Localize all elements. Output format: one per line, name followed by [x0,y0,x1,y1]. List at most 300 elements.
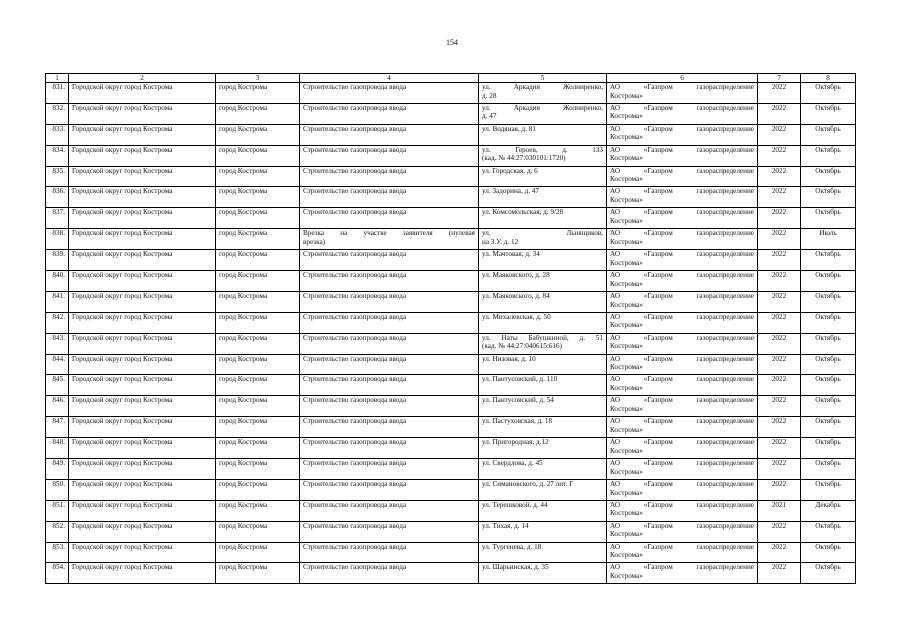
year-cell: 2022 [758,229,801,250]
work-type-cell-line: Строительство газопровода ввода [303,103,407,112]
address-cell-line: ул. Аркадия Жолниренко, [482,103,603,112]
year-cell: 2022 [758,166,801,187]
address-cell [479,124,607,145]
row-number: 837. [46,208,69,229]
settlement-cell: город Кострома [216,375,300,396]
settlement-cell: город Кострома [216,103,300,124]
address-cell [479,563,607,584]
settlement-cell: город Кострома [216,563,300,584]
organization-cell [607,417,758,438]
organization-cell [607,103,758,124]
organization-cell [607,375,758,396]
year-cell: 2022 [758,145,801,166]
column-header: 1 [46,74,69,83]
table-row [46,166,856,187]
year-cell: 2022 [758,375,801,396]
row-number: 854. [46,563,69,584]
year-cell: 2022 [758,312,801,333]
work-type-cell [300,333,479,354]
organization-cell-line: АО «Газпром газораспределение [610,103,754,112]
address-cell-line: ул. Героев, д. 133 [482,145,603,154]
organization-cell-line: Кострома» [610,467,643,476]
work-type-cell-line: Строительство газопровода ввода [303,291,407,300]
work-type-cell-line: Строительство газопровода ввода [303,563,407,572]
row-number: 839. [46,250,69,271]
table-row [46,83,856,104]
work-type-cell [300,103,479,124]
year-cell: 2022 [758,438,801,459]
row-number: 848. [46,438,69,459]
month-cell: Октябрь [801,250,856,271]
work-type-cell [300,124,479,145]
organization-cell-line: Кострома» [610,384,643,393]
year-cell: 2022 [758,208,801,229]
column-header: 5 [479,74,607,83]
address-cell [479,312,607,333]
month-cell: Октябрь [801,208,856,229]
address-cell-line: ул. Шарьинская, д. 35 [482,563,549,572]
work-type-cell-line: Строительство газопровода ввода [303,354,407,363]
address-cell-line: ул. Маяковского, д. 84 [482,291,550,300]
address-cell-line: ул. Комсомольская, д. 9/28 [482,208,564,217]
work-type-cell [300,229,479,250]
address-cell-line: ул. Водяная, д. 81 [482,124,536,133]
municipality-cell: Городской округ город Кострома [69,563,216,584]
row-number: 833. [46,124,69,145]
work-type-cell-line: Строительство газопровода ввода [303,187,407,196]
address-cell [479,103,607,124]
organization-cell-line: Кострома» [610,279,643,288]
organization-cell [607,396,758,417]
column-number-row [46,74,856,83]
municipality-cell: Городской округ город Кострома [69,250,216,271]
month-cell: Октябрь [801,417,856,438]
settlement-cell: город Кострома [216,124,300,145]
organization-cell-line: Кострома» [610,112,643,121]
year-cell: 2022 [758,83,801,104]
year-cell: 2022 [758,521,801,542]
organization-cell-line: АО «Газпром газораспределение [610,375,754,384]
municipality-cell: Городской округ город Кострома [69,459,216,480]
table-row [46,291,856,312]
address-cell [479,459,607,480]
work-type-cell [300,417,479,438]
organization-cell-line: АО «Газпром газораспределение [610,312,754,321]
work-type-cell-line: Строительство газопровода ввода [303,250,407,259]
table-row [46,271,856,292]
organization-cell [607,229,758,250]
work-type-cell [300,166,479,187]
row-number: 835. [46,166,69,187]
work-type-cell-line: Строительство газопровода ввода [303,145,407,154]
table-row [46,521,856,542]
work-type-cell-line: Строительство газопровода ввода [303,459,407,468]
table-row [46,438,856,459]
municipality-cell: Городской округ город Кострома [69,500,216,521]
address-cell [479,354,607,375]
settlement-cell: город Кострома [216,312,300,333]
organization-cell [607,145,758,166]
organization-cell-line: АО «Газпром газораспределение [610,83,754,91]
municipality-cell: Городской округ город Кострома [69,521,216,542]
municipality-cell: Городской округ город Кострома [69,124,216,145]
month-cell: Октябрь [801,312,856,333]
row-number: 845. [46,375,69,396]
municipality-cell: Городской округ город Кострома [69,145,216,166]
organization-cell-line: Кострома» [610,321,643,330]
municipality-cell: Городской округ город Кострома [69,291,216,312]
organization-cell [607,438,758,459]
column-header: 6 [607,74,758,83]
address-cell [479,187,607,208]
organization-cell-line: АО «Газпром газораспределение [610,229,754,238]
organization-cell-line: АО «Газпром газораспределение [610,271,754,280]
address-cell [479,479,607,500]
work-type-cell-line: Строительство газопровода ввода [303,166,407,175]
work-type-cell-line: Строительство газопровода ввода [303,312,407,321]
organization-cell-line: АО «Газпром газораспределение [610,459,754,468]
column-header: 3 [216,74,300,83]
organization-cell [607,500,758,521]
organization-cell [607,333,758,354]
organization-cell-line: Кострома» [610,196,643,205]
organization-cell-line: Кострома» [610,530,643,539]
address-cell [479,375,607,396]
organization-cell-line: АО «Газпром газораспределение [610,250,754,259]
work-type-cell-line: Строительство газопровода ввода [303,542,407,551]
organization-cell [607,563,758,584]
year-cell: 2022 [758,479,801,500]
address-cell-line: на З.У. д. 12 [482,237,519,246]
settlement-cell: город Кострома [216,291,300,312]
settlement-cell: город Кострома [216,271,300,292]
address-cell-line: ул. Мачтовая, д. 34 [482,250,540,259]
address-cell-line: ул. Симановского, д. 27 лит. Г [482,479,574,488]
organization-cell-line: АО «Газпром газораспределение [610,521,754,530]
work-type-cell [300,145,479,166]
address-cell-line: д. 28 [482,91,497,100]
work-type-cell [300,208,479,229]
address-cell-line: ул. Задорина, д. 47 [482,187,540,196]
address-cell [479,542,607,563]
address-cell-line: ул. Михалевская, д. 50 [482,312,551,321]
work-type-cell-line: врезка) [303,237,326,246]
address-cell [479,229,607,250]
settlement-cell: город Кострома [216,479,300,500]
organization-cell [607,354,758,375]
organization-cell-line: АО «Газпром газораспределение [610,291,754,300]
organization-cell-line: АО «Газпром газораспределение [610,208,754,217]
address-cell-line: ул. Пантусовский, д. 110 [482,375,558,384]
address-cell [479,291,607,312]
row-number: 849. [46,459,69,480]
organization-cell [607,542,758,563]
work-type-cell [300,291,479,312]
organization-cell-line: АО «Газпром газораспределение [610,542,754,551]
organization-cell-line: Кострома» [610,154,643,163]
organization-cell-line: АО «Газпром газораспределение [610,124,754,133]
year-cell: 2022 [758,563,801,584]
month-cell: Октябрь [801,187,856,208]
table-row [46,103,856,124]
row-number: 846. [46,396,69,417]
municipality-cell: Городской округ город Кострома [69,271,216,292]
settlement-cell: город Кострома [216,187,300,208]
address-cell-line: ул. Тургенева, д. 18 [482,542,542,551]
settlement-cell: город Кострома [216,396,300,417]
address-cell-line: ул. Маяковского, д. 28 [482,271,550,280]
organization-cell [607,187,758,208]
municipality-cell: Городской округ город Кострома [69,542,216,563]
year-cell: 2022 [758,103,801,124]
work-type-cell [300,375,479,396]
organization-cell-line: Кострома» [610,175,643,184]
table-row [46,208,856,229]
municipality-cell: Городской округ город Кострома [69,354,216,375]
month-cell: Октябрь [801,166,856,187]
table-row [46,500,856,521]
table-row [46,229,856,250]
month-cell: Октябрь [801,459,856,480]
organization-cell-line: АО «Газпром газораспределение [610,166,754,175]
organization-cell-line: Кострома» [610,404,643,413]
organization-cell-line: Кострома» [610,572,643,581]
table-row [46,124,856,145]
organization-cell-line: АО «Газпром газораспределение [610,500,754,509]
address-cell [479,333,607,354]
settlement-cell: город Кострома [216,459,300,480]
organization-cell-line: АО «Газпром газораспределение [610,396,754,405]
work-type-cell [300,187,479,208]
organization-cell-line: Кострома» [610,425,643,434]
month-cell: Октябрь [801,83,856,104]
year-cell: 2022 [758,187,801,208]
month-cell: Октябрь [801,563,856,584]
year-cell: 2021 [758,500,801,521]
month-cell: Октябрь [801,479,856,500]
table-row [46,542,856,563]
column-header: 2 [69,74,216,83]
year-cell: 2022 [758,124,801,145]
month-cell: Октябрь [801,291,856,312]
work-type-cell [300,479,479,500]
address-cell [479,208,607,229]
month-cell: Октябрь [801,333,856,354]
organization-cell-line: АО «Газпром газораспределение [610,333,754,342]
address-cell [479,417,607,438]
row-number: 847. [46,417,69,438]
work-type-cell [300,563,479,584]
work-type-cell-line: Строительство газопровода ввода [303,271,407,280]
table-row [46,354,856,375]
organization-cell [607,124,758,145]
table-row [46,563,856,584]
address-cell-line: д. 47 [482,112,497,121]
address-cell-line: ул. Свердлова, д. 45 [482,459,543,468]
year-cell: 2022 [758,291,801,312]
organization-cell-line: Кострома» [610,446,643,455]
year-cell: 2022 [758,250,801,271]
work-type-cell [300,459,479,480]
address-cell-line: ул. Пастуховская, д. 18 [482,417,553,426]
row-number: 840. [46,271,69,292]
settlement-cell: город Кострома [216,542,300,563]
row-number: 834. [46,145,69,166]
address-cell [479,250,607,271]
work-type-cell-line: Строительство газопровода ввода [303,333,407,342]
municipality-cell: Городской округ город Кострома [69,103,216,124]
row-number: 844. [46,354,69,375]
table-row [46,375,856,396]
work-type-cell [300,271,479,292]
organization-cell-line: АО «Газпром газораспределение [610,354,754,363]
month-cell: Октябрь [801,542,856,563]
organization-cell-line: Кострома» [610,133,643,142]
work-type-cell-line: Строительство газопровода ввода [303,396,407,405]
municipality-cell: Городской округ город Кострома [69,438,216,459]
address-cell [479,145,607,166]
table-row [46,396,856,417]
table-row [46,417,856,438]
work-type-cell [300,83,479,104]
month-cell: Октябрь [801,354,856,375]
table-row [46,250,856,271]
year-cell: 2022 [758,542,801,563]
address-cell-line: ул. Городская, д. 6 [482,166,538,175]
settlement-cell: город Кострома [216,354,300,375]
work-type-cell-line: Строительство газопровода ввода [303,479,407,488]
month-cell: Октябрь [801,438,856,459]
work-type-cell [300,521,479,542]
address-cell-line: (кад. № 44:27:030101:1720) [482,154,566,163]
organization-cell-line: Кострома» [610,363,643,372]
table-body [46,83,856,584]
table-row [46,459,856,480]
year-cell: 2022 [758,271,801,292]
work-type-cell [300,438,479,459]
table-row [46,145,856,166]
settlement-cell: город Кострома [216,83,300,104]
work-type-cell [300,250,479,271]
organization-cell [607,83,758,104]
year-cell: 2022 [758,396,801,417]
row-number: 842. [46,312,69,333]
month-cell: Октябрь [801,521,856,542]
organization-cell-line: Кострома» [610,300,643,309]
work-type-cell-line: Врезка на участке заявителя (нулевая [303,229,475,238]
address-cell [479,396,607,417]
municipality-cell: Городской округ город Кострома [69,375,216,396]
table-row [46,187,856,208]
work-type-cell-line: Строительство газопровода ввода [303,438,407,447]
work-type-cell [300,312,479,333]
organization-cell-line: АО «Газпром газораспределение [610,479,754,488]
work-type-cell [300,542,479,563]
organization-cell [607,459,758,480]
work-type-cell [300,396,479,417]
month-cell: Октябрь [801,124,856,145]
organization-cell-line: Кострома» [610,258,643,267]
municipality-cell: Городской округ город Кострома [69,333,216,354]
organization-cell-line: АО «Газпром газораспределение [610,145,754,154]
address-cell [479,500,607,521]
organization-cell-line: АО «Газпром газораспределение [610,417,754,426]
settlement-cell: город Кострома [216,145,300,166]
address-cell-line: ул. Терешковой, д. 44 [482,500,548,509]
year-cell: 2022 [758,333,801,354]
organization-cell-line: Кострома» [610,551,643,560]
address-cell-line: ул. Пригородная, д.12 [482,438,549,447]
address-cell [479,83,607,104]
row-number: 831. [46,83,69,104]
row-number: 838. [46,229,69,250]
organization-cell-line: АО «Газпром газораспределение [610,563,754,572]
table-row [46,333,856,354]
year-cell: 2022 [758,417,801,438]
row-number: 843. [46,333,69,354]
organization-cell-line: Кострома» [610,91,643,100]
row-number: 841. [46,291,69,312]
address-cell-line: ул. Низовая, д. 10 [482,354,536,363]
work-type-cell-line: Строительство газопровода ввода [303,521,407,530]
municipality-cell: Городской округ город Кострома [69,83,216,104]
row-number: 836. [46,187,69,208]
organization-cell [607,208,758,229]
work-type-cell-line: Строительство газопровода ввода [303,83,407,91]
organization-cell-line: Кострома» [610,237,643,246]
settlement-cell: город Кострома [216,208,300,229]
work-type-cell [300,500,479,521]
month-cell: Октябрь [801,271,856,292]
address-cell-line: (кад. № 44:27:040615:616) [482,342,562,351]
municipality-cell: Городской округ город Кострома [69,312,216,333]
page-number: 154 [446,38,458,47]
month-cell: Октябрь [801,103,856,124]
work-type-cell-line: Строительство газопровода ввода [303,375,407,384]
work-type-cell [300,354,479,375]
row-number: 852. [46,521,69,542]
month-cell: Октябрь [801,145,856,166]
municipality-cell: Городской округ город Кострома [69,479,216,500]
organization-cell-line: Кострома» [610,342,643,351]
address-cell-line: ул. Тихая, д. 14 [482,521,529,530]
organization-cell [607,271,758,292]
address-cell-line: ул. Пантусовский, д. 54 [482,396,554,405]
organization-cell [607,166,758,187]
municipality-cell: Городской округ город Кострома [69,417,216,438]
organization-cell [607,479,758,500]
month-cell: Октябрь [801,375,856,396]
column-header: 4 [300,74,479,83]
organization-cell [607,312,758,333]
row-number: 851. [46,500,69,521]
year-cell: 2022 [758,459,801,480]
column-header: 8 [801,74,856,83]
address-cell [479,166,607,187]
settlement-cell: город Кострома [216,521,300,542]
settlement-cell: город Кострома [216,500,300,521]
settlement-cell: город Кострома [216,438,300,459]
address-cell [479,271,607,292]
municipality-cell: Городской округ город Кострома [69,229,216,250]
work-type-cell-line: Строительство газопровода ввода [303,208,407,217]
address-cell [479,521,607,542]
month-cell: Июль [801,229,856,250]
municipality-cell: Городской округ город Кострома [69,166,216,187]
month-cell: Декабрь [801,500,856,521]
table-row [46,312,856,333]
year-cell: 2022 [758,354,801,375]
